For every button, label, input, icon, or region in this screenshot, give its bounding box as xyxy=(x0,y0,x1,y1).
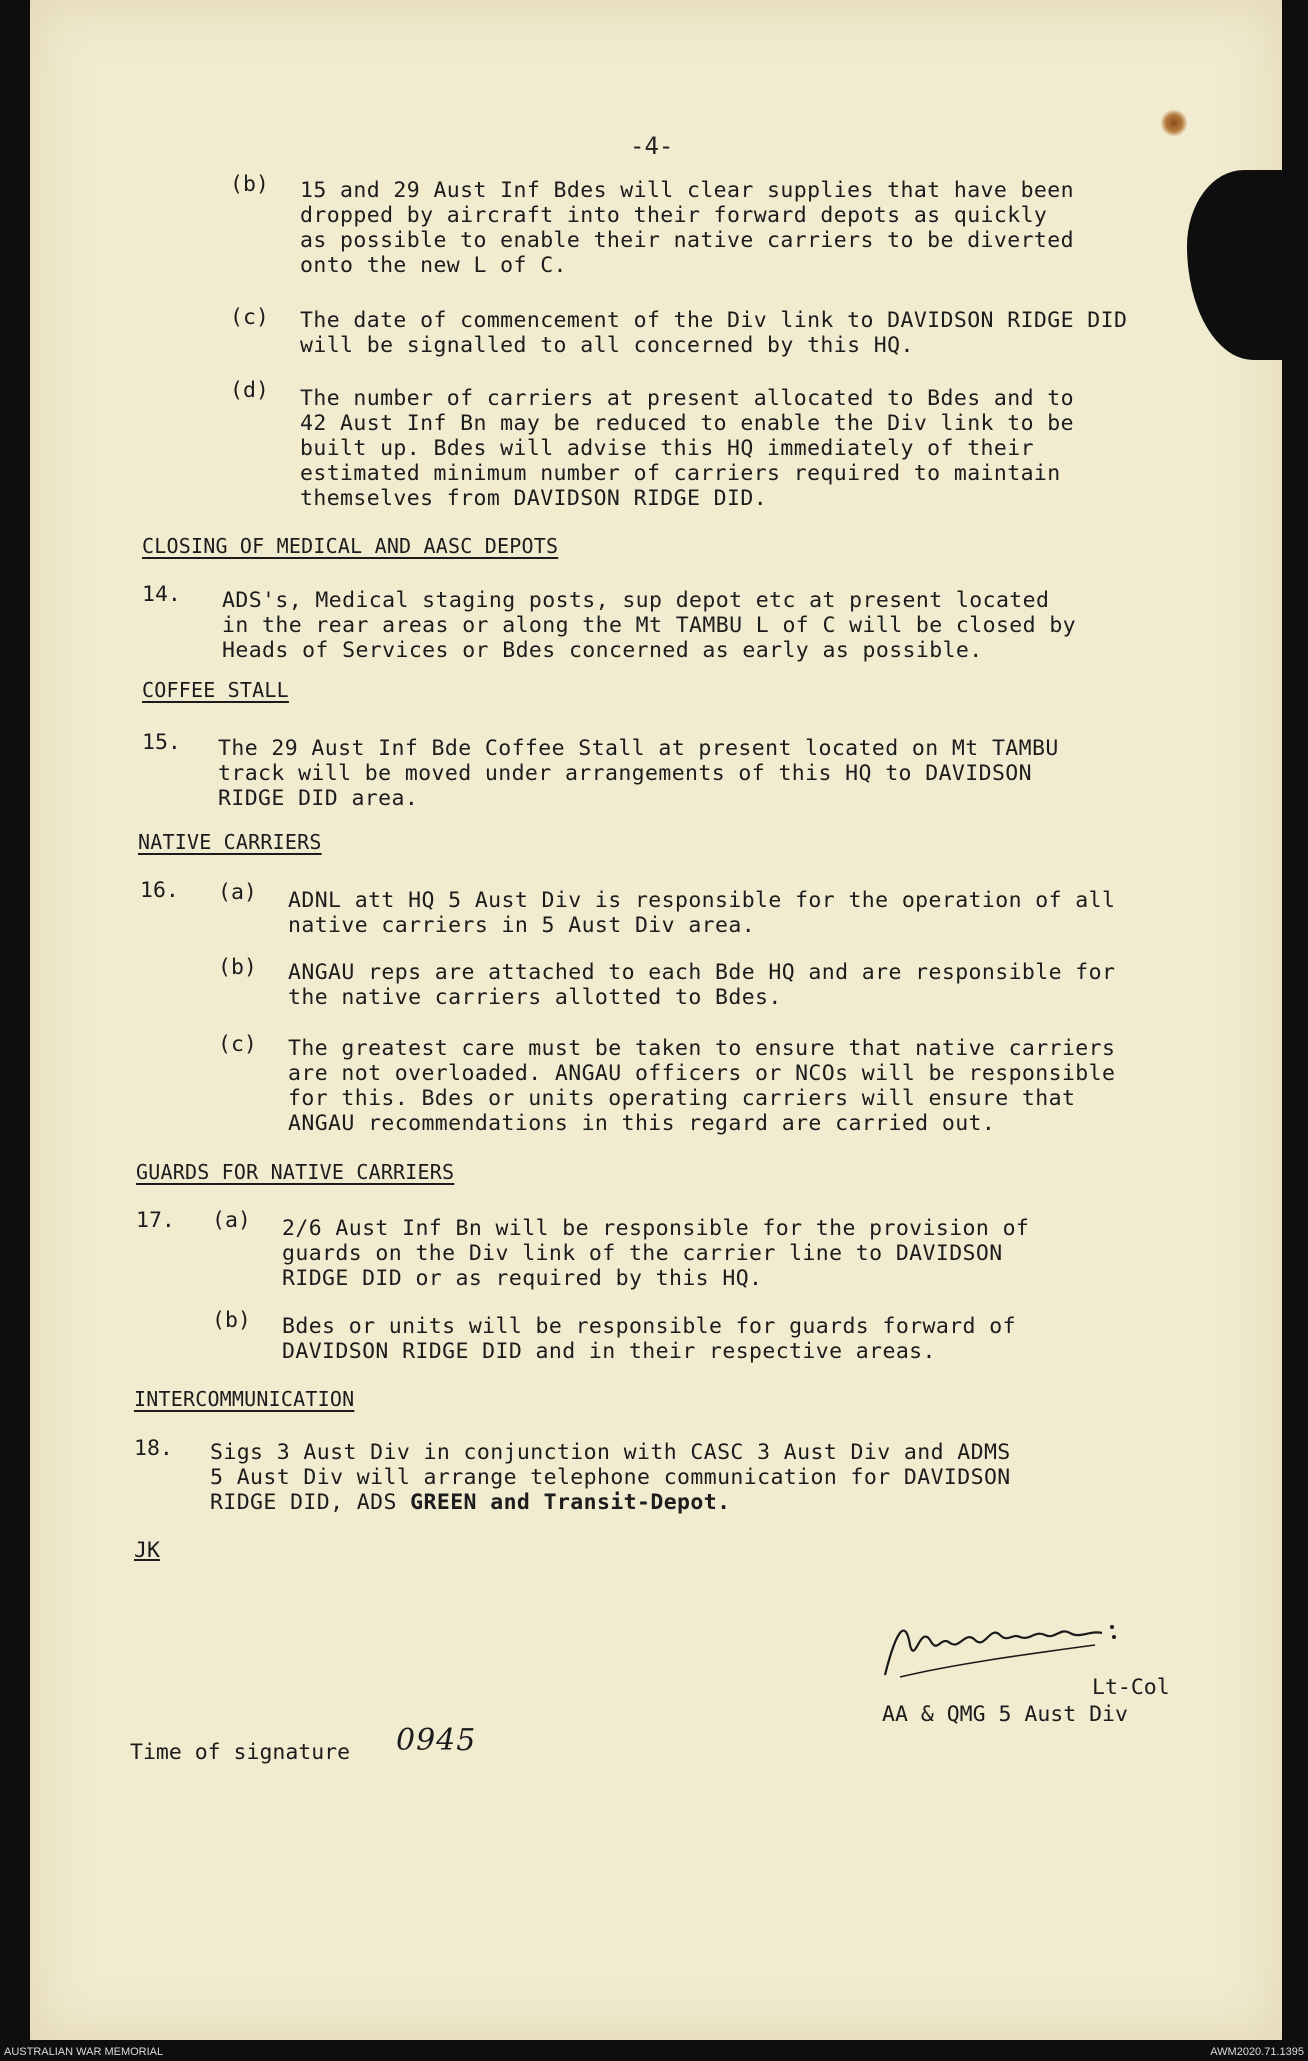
sub-label-b: (b) xyxy=(230,172,269,197)
para-15: The 29 Aust Inf Bde Coffee Stall at present located on Mt TAMBU track will be moved under arrangements of this HQ to DAVIDSON RIDGE DID area. xyxy=(218,736,1059,811)
footer-accession: AWM2020.71.1395 xyxy=(1210,2046,1304,2058)
time-of-signature-value: 0945 xyxy=(396,1723,477,1758)
heading-guards: GUARDS FOR NATIVE CARRIERS xyxy=(136,1160,455,1184)
para-17a: 2/6 Aust Inf Bn will be responsible for the provision of guards on the Div link of the carrier line to DAVIDSON RIDGE DID or as required by this HQ. xyxy=(282,1216,1030,1291)
para-13c: The date of commencement of the Div link to DAVIDSON RIDGE DID will be signalled to all concerned by this HQ. xyxy=(300,308,1128,358)
sub-label-16a: (a) xyxy=(218,880,257,905)
torn-edge xyxy=(1187,170,1282,360)
para-14: ADS's, Medical staging posts, sup depot etc at present located in the rear areas or along the Mt TAMBU L of C will be closed by Heads of Services or Bdes concerned as early as possible. xyxy=(222,588,1077,663)
time-of-signature-label: Time of signature xyxy=(130,1740,351,1765)
para-17b: Bdes or units will be responsible for guards forward of DAVIDSON RIDGE DID and in their respective areas. xyxy=(282,1314,1016,1364)
para-18: Sigs 3 Aust Div in conjunction with CASC 3 Aust Div and ADMS 5 Aust Div will arrange telephone communication for DAVIDSON RIDGE DID, ADS GREEN and Transit-Depot. xyxy=(210,1440,1011,1515)
num-17: 17. xyxy=(136,1208,175,1233)
typist-initials: JK xyxy=(134,1538,160,1563)
sub-label-16c: (c) xyxy=(218,1032,257,1057)
signature-scrawl xyxy=(880,1605,1140,1685)
document-page xyxy=(30,0,1282,2040)
sub-label-d: (d) xyxy=(230,378,269,403)
heading-native-carriers: NATIVE CARRIERS xyxy=(138,830,322,854)
para-16c: The greatest care must be taken to ensure that native carriers are not overloaded. ANGAU officers or NCOs will be responsible for this. Bdes or units operating carriers will ensure that ANGAU recommendations in this regard are carried out. xyxy=(288,1036,1116,1136)
footer-bar xyxy=(0,2045,1308,2061)
sub-label-c: (c) xyxy=(230,305,269,330)
num-16: 16. xyxy=(140,878,179,903)
sub-label-16b: (b) xyxy=(218,955,257,980)
page-number: -4- xyxy=(630,132,674,160)
signature-title: AA & QMG 5 Aust Div xyxy=(882,1702,1128,1727)
stain-mark xyxy=(1161,110,1187,136)
heading-intercommunication: INTERCOMMUNICATION xyxy=(134,1387,355,1411)
footer-source: AUSTRALIAN WAR MEMORIAL xyxy=(4,2046,164,2058)
num-14: 14. xyxy=(142,582,181,607)
signature-rank: Lt-Col xyxy=(1092,1675,1170,1700)
para-16a: ADNL att HQ 5 Aust Div is responsible for the operation of all native carriers in 5 Aust Div area. xyxy=(288,888,1116,938)
heading-coffee-stall: COFFEE STALL xyxy=(142,678,289,702)
para-13d: The number of carriers at present allocated to Bdes and to 42 Aust Inf Bn may be reduced to enable the Div link to be built up. Bdes will advise this HQ immediately of their estimated minimum number of carriers required to maintain themselves from DAVIDSON RIDGE DID. xyxy=(300,386,1074,511)
sub-label-17a: (a) xyxy=(212,1208,251,1233)
para-13b: 15 and 29 Aust Inf Bdes will clear supplies that have been dropped by aircraft into their forward depots as quickly as possible to enable their native carriers to be diverted onto the new L of C. xyxy=(300,178,1074,278)
num-18: 18. xyxy=(134,1436,173,1461)
num-15: 15. xyxy=(142,730,181,755)
sub-label-17b: (b) xyxy=(212,1308,251,1333)
para-16b: ANGAU reps are attached to each Bde HQ and are responsible for the native carriers allotted to Bdes. xyxy=(288,960,1116,1010)
heading-medical: CLOSING OF MEDICAL AND AASC DEPOTS xyxy=(142,534,559,558)
